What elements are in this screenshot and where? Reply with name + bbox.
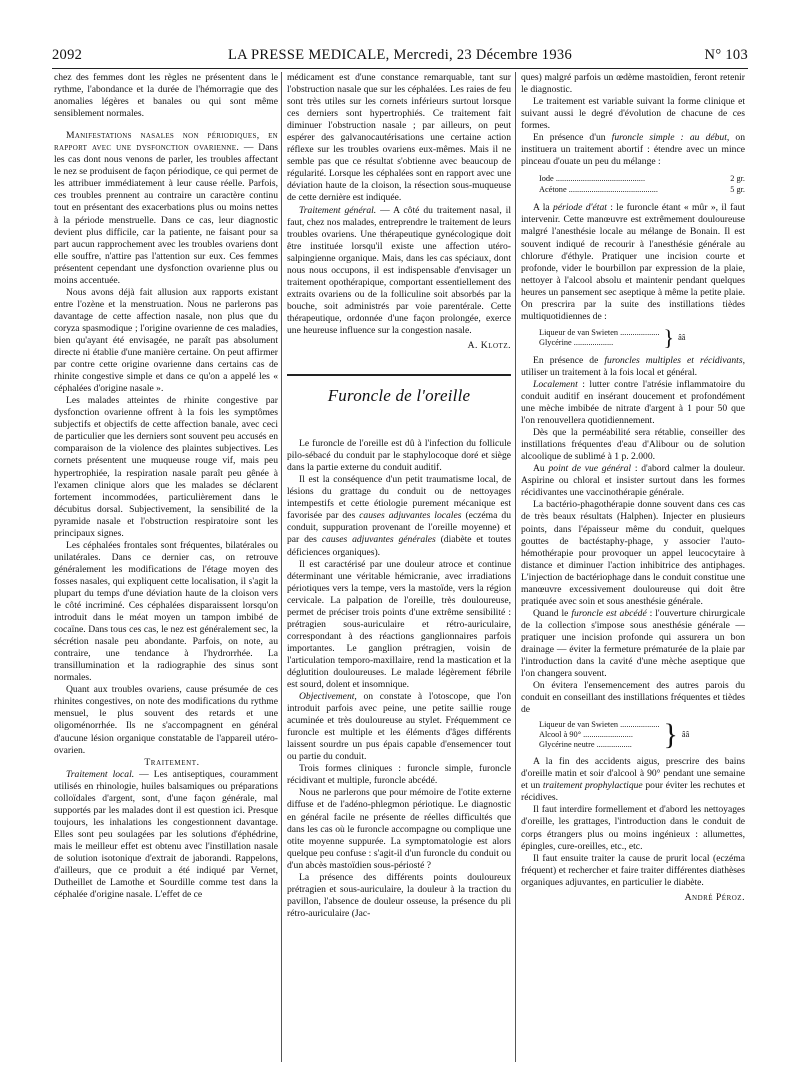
- paragraph-text: A la: [533, 202, 554, 214]
- paragraph: [287, 691, 511, 763]
- lead-phrase: Objectivement: [299, 691, 355, 703]
- paragraph-text: Il est la conséquence d'un petit traumatisme local, de lésions du grattage du conduit ou de nettoyages intempestifs et cette étiologie purement mécanique est favorisée par des: [287, 474, 511, 522]
- ingredient-name: Glycérine neutre .................: [539, 740, 632, 750]
- paragraph: Il faut interdire formellement et d'abord les nettoyages d'oreille, les grattages, l'introduction dans le conduit de corps étrangers plus ou moins ingénieux : allumettes, épingles, cure-oreilles, etc., etc.: [521, 804, 745, 852]
- prescription-item: Acétone ........................................... 5 gr.: [539, 185, 745, 195]
- paragraph: [54, 130, 278, 287]
- paragraph: La bactério-phagothérapie donne souvent dans ces cas de très beaux résultats (Halphen). Injecter en plusieurs points, dans l'épaisseur même du conduit, quelques gouttes de bactéstaphy-phage, y associer l'auto-hémothérapie pour provoquer un appel leucocytaire à distance et diminuer l'action inhibitrice des antiphages. L'injection de bactériophage dans le conduit constitue une manœuvre excessivement douloureuse qui doit être pratiquée avec soin et sous anesthésie générale.: [521, 499, 745, 607]
- paragraph: Les malades atteintes de rhinite congestive par dysfonction ovarienne offrent à la fois les symptômes subjectifs et objectifs de cette affection banale, avec ceci de particulier que les derniers sont souvent peu accusés en comparaison de la violence des plaintes subjectives. Les cornets présentent une muqueuse rouge vif, mais peu hypertrophiée, la respiration nasale paraît peu gênée à l'examen clinique alors que les malades se déclarent fortement incommodées, particulièrement dans le décubitus dorsal. Subjectivement, la sensibilité de la pyramide nasale et l'obstruction respiratoire sont les principaux signes.: [54, 395, 278, 539]
- paragraph-text: Dans les cas dont nous venons de parler, les troubles affectant le nez se produisent de façon périodique, ce qui permet de les attribuer immédiatement à leur cause réelle. Parfois, ces troubles prennent au contraire un caractère continu tout en présentant des exacerbations plus ou moins nettes à la période menstruelle. Dans ce cas, leur diagnostic devient plus difficile, car la patiente, ne faisant pour sa part aucun rapprochement avec les troubles ovariens dont elle souffre, n'attire pas l'attention sur eux. Ces femmes présentent cependant une dysfonction ovarienne plus ou moins accentuée.: [54, 142, 278, 286]
- ingredient-name: Acétone: [539, 185, 567, 195]
- emphasis: période d'état: [553, 202, 607, 214]
- ingredient-qty: 2 gr.: [730, 174, 745, 184]
- paragraph: Dès que la perméabilité sera rétablie, conseiller des instillations fréquentes d'eau d'Alibour ou de solution alcoolique de sublimé à 1 p. 2.000.: [521, 427, 745, 463]
- paragraph: [54, 769, 278, 902]
- paragraph-text: Au: [533, 463, 549, 475]
- prescription-list: [539, 324, 745, 350]
- page-number: 2092: [52, 47, 83, 63]
- emphasis: furoncle est abcédé: [571, 607, 647, 619]
- author-signature: A. Klotz.: [467, 340, 511, 352]
- paragraph-text: : d'abord calmer la douleur. Aspirine ou chloral et insister surtout dans les formes récidivantes une vaccinothérapie générale.: [521, 463, 745, 499]
- paragraph-text: : l'ouverture chirurgicale de la collection s'impose sous anesthésie générale — pratiquer une incision profonde qui assurera un bon drainage — éviter la fermeture prématurée de la plaie par l'introduction dans la cavité d'une mèche aseptique que l'on changera souvent.: [521, 607, 745, 680]
- emphasis: causes adjuvantes locales: [359, 510, 462, 522]
- paragraph-text: En présence d'un: [533, 132, 612, 144]
- paragraph-text: (eczéma du conduit, suppuration provenant de l'oreille moyenne) et par des: [287, 510, 511, 546]
- emphasis: point de vue général: [548, 463, 632, 475]
- paragraph-text: A la fin des accidents aigus, prescrire des bains d'oreille matin et soir d'alcool à 90° pendant une semaine et un: [521, 756, 745, 792]
- paragraph: Nous ne parlerons que pour mémoire de l'otite externe diffuse et de l'adéno-phlegmon périotique. Le diagnostic en général facile ne présente de réelles difficultés que dans les cas où le furoncle accompagne ou complique une otite moyenne suppurée. La symptomatologie est alors quelque peu confuse : s'agit-il d'un furoncle du conduit ou d'un abcès mastoïdien sous-périosté ?: [287, 787, 511, 871]
- ingredient-name: Liqueur de van Swieten ...................: [539, 327, 660, 337]
- paragraph: Trois formes cliniques : furoncle simple, furoncle récidivant et multiple, furoncle abcédé.: [287, 763, 511, 787]
- paragraph: Le furoncle de l'oreille est dû à l'infection du follicule pilo-sébacé du conduit par le staphylocoque doré et siège dans la partie externe du conduit auditif.: [287, 438, 511, 474]
- emphasis: furoncles multiples et récidivants: [604, 354, 743, 366]
- paragraph: Il est caractérisé par une douleur atroce et continue déterminant une véritable hémicranie, avec irradiations périotiques vers la tempe, vers la mastoïde, vers la région cervicale. La palpation de l'oreille, très douloureuse, permet de préciser trois points d'une extrême sensibilité : prétragien sous-auriculaire et rétro-auriculaire, correspondant à des réactions ganglionnaires parfois importantes. Le ganglion prétragien, voisin de l'articulation temporo-maxillaire, rend la mastication et la déglutition douloureuses. Le malade légèrement fébrile est sourd, dolent et insomnique.: [287, 558, 511, 691]
- paragraph: Il faut ensuite traiter la cause de prurit local (eczéma fréquent) et rechercher et faire traiter différentes diathèses organiques adjuvantes, en particulier le diabète.: [521, 852, 745, 888]
- paragraph: chez des femmes dont les règles ne présentent dans le rythme, l'abondance et la durée de l'hémorragie que des anomalies légères et banales ou qui sont même sensiblement normales.: [54, 72, 278, 120]
- journal-title: LA PRESSE MEDICALE, Mercredi, 23 Décembre 1936: [227, 47, 573, 63]
- paragraph: [521, 379, 745, 427]
- paragraph-text: En présence de: [533, 354, 605, 366]
- paragraph: [521, 463, 745, 499]
- lead-phrase: Traitement général.: [299, 204, 377, 216]
- paragraph: On évitera l'ensemencement des autres parois du conduit en conseillant des instillations fréquentes et tièdes de: [521, 680, 745, 716]
- paragraph: Nous avons déjà fait allusion aux rapports existant entre l'ozène et la menstruation. Nous ne parlerons pas davantage de cette affection nasale, non plus que du coryza spasmodique ; l'origine ovarienne de ces maladies, bien qu'ayant été envisagée, ne paraît pas absolument directe ni établie d'une manière certaine. On peut affirmer par contre cette origine ovarienne dans certains cas de rhinite congestive simple et dans ce qu'on a appelé les « céphalées d'origine nasale ».: [54, 286, 278, 395]
- author-signature: André Péroz.: [684, 891, 745, 903]
- paragraph: [521, 608, 745, 680]
- column-divider: [281, 72, 282, 1062]
- lead-phrase: Localement: [533, 378, 578, 390]
- paragraph: [287, 205, 511, 338]
- paragraph-text: : lutter contre l'atrésie inflammatoire du conduit auditif en insérant doucement et profondément une mèche imbibée de nitrate d'argent à 1 pour 50 que l'on renouvellera quotidiennement.: [521, 378, 745, 427]
- emphasis: traitement prophylactique: [542, 780, 643, 792]
- ingredient-name: Alcool à 90° ........................: [539, 730, 633, 740]
- issue-number: N° 103: [704, 47, 748, 63]
- brace-glyph: }: [663, 324, 675, 350]
- paragraph: La présence des différents points douloureux prétragien et sous-auriculaire, la douleur à la traction du pavillon, l'absence de douleur osseuse, la présence du pli rétro-auriculaire (Jac-: [287, 871, 511, 919]
- column-1: [54, 72, 278, 901]
- paragraph: Les céphalées frontales sont fréquentes, bilatérales ou unilatérales. Dans ce dernier cas, on retrouve généralement les modifications de l'étage moyen des fosses nasales, qui expliquent cette localisation, il s'agit la plupart du temps d'une déviation haute de la cloison vers le côté incriminé. Ces céphalées disparaissent lorsqu'on introduit dans le méat moyen un tampon imbibé de cocaïne. Dans tous ces cas, le nez est généralement sec, la sécrétion nasale peu abondante. Parfois, on note, au contraire, une tendance à l'hydrorrhée. La transillumination et la radiographie des sinus sont normales.: [54, 539, 278, 684]
- emphasis: causes adjuvantes générales: [321, 534, 436, 546]
- paragraph: Le traitement est variable suivant la forme clinique et suivant aussi le degré d'évolution de chacune de ces formes.: [521, 96, 745, 132]
- ingredient-name: Glycérine ...................: [539, 337, 614, 347]
- column-divider: [515, 72, 516, 1062]
- paragraph: [521, 756, 745, 804]
- page-header: [52, 47, 748, 67]
- ingredient-qty: ââ: [678, 332, 686, 342]
- ingredient-name: Iode: [539, 174, 554, 184]
- header-rule: [52, 68, 748, 69]
- column-3: [521, 72, 745, 904]
- paragraph: [521, 202, 745, 322]
- paragraph: [287, 474, 511, 558]
- paragraph-text: , on constate à l'otoscope, que l'on introduit parfois avec peine, une petite saillie rouge acuminée et très douloureuse au stylet. Fréquemment ce furoncle est multiple et les éléments d'âges différents laissent sourdre un pus épais capable d'ensemencer tout ou partie du conduit.: [287, 691, 511, 763]
- lead-phrase: Traitement local.: [66, 768, 135, 780]
- paragraph-text: Quand le: [533, 607, 572, 619]
- prescription-list: [539, 173, 745, 195]
- column-2: [287, 72, 511, 920]
- prescription-item: Iode ........................................... 2 gr.: [539, 174, 745, 184]
- paragraph: Quant aux troubles ovariens, cause présumée de ces rhinites congestives, on note des modifications du rythme mensuel, le plus souvent des retards et une oligoménorrhée. Ils ne s'accompagnent en général d'aucune lésion organique constatable de l'appareil utéro-ovarien.: [54, 684, 278, 756]
- prescription-list: [539, 720, 745, 750]
- paragraph-text: , utiliser un traitement à la fois local et général.: [521, 354, 745, 378]
- article-title: Furoncle de l'oreille: [327, 386, 471, 406]
- ingredient-name: Liqueur de van Swieten ...................: [539, 720, 660, 730]
- paragraph-text: , on instituera un traitement abortif : étendre avec un mince pinceau d'ouate un peu du mélange :: [521, 132, 745, 168]
- article-title-block: [287, 374, 511, 438]
- paragraph-text: : le furoncle étant « mûr », il faut intervenir. Cette manœuvre est extrêmement douloureuse malgré l'anesthésie locale au mélange de Bonain. Il est souvent indiqué de recourir à l'anesthésie générale au chlorure d'éthyle. Pratiquer une incision courte et profonde, vider le bourbillon par expression de la plaie, nettoyer à l'alcool absolu et maintenir pendant quelques heures un pansement sec aseptique à même la petite plaie. On prescrira par la suite des instillations tièdes multiquotidiennes de :: [521, 202, 745, 322]
- paragraph-text: — A côté du traitement nasal, il faut, chez nos malades, entreprendre le traitement de leurs troubles ovariens. Une thérapeutique gynécologique doit être instituée lorsqu'il existe une affection utéro-salpingienne organique. Mais, dans les cas spéciaux, dont nous nous occupons, il est indispensable d'envisager un traitement opothérapique, comportant essentiellement des extraits ovariens ou de la folliculine soit absorbés par la bouche, soit administrés par voie parentérale. Cette thérapeutique, ordonnée d'une façon prolongée, exerce une heureuse influence sur la congestion nasale.: [287, 204, 511, 336]
- section-heading: Manifestations nasales non périodiques, en rapport avec une dysfonction ovarienne. —: [54, 130, 278, 154]
- paragraph-text: — Les antiseptiques, couramment utilisés en rhinologie, huiles balsamiques ou préparations colloïdales d'argent, sont, d'une façon générale, mal supportés par les malades dont il est question ici. Presque toujours, les inhalations les congestionnent davantage. Elles sont peu soulagées par les solutions d'éphédrine, mais le meilleur effet est obtenu avec l'instillation nasale de solution isotonique d'extrait de jaborandi. Rappelons, d'ailleurs, que ce produit a été indiqué par Vernet, Dutheillet de Lamothe et Sourdille comme test dans la céphalée d'origine nasale. L'effet de ce: [54, 768, 278, 901]
- paragraph: ques) malgré parfois un œdème mastoïdien, feront retenir le diagnostic.: [521, 72, 745, 96]
- paragraph: [521, 132, 745, 168]
- paragraph-text: pour éviter les rechutes et récidives.: [521, 780, 745, 804]
- section-heading: Traitement.: [144, 756, 200, 768]
- ingredient-qty: 5 gr.: [730, 185, 745, 195]
- paragraph: médicament est d'une constance remarquable, tant sur l'obstruction nasale que sur les céphalées. Les raies de feu sont très utiles sur les cornets inférieurs surtout lorsque ces derniers sont hypertrophiés. Ce traitement fait diminuer l'obstruction nasale ; par ailleurs, on peut espérer des galvanocautérisations une certaine action réflexe sur les troubles ovariens eux-mêmes. Mais il ne semble pas que ce résultat s'obtienne avec beaucoup de régularité. Lorsque les céphalées sont en rapport avec une déviation haute de la cloison, la résection sous-muqueuse de cette dernière est indiquée.: [287, 72, 511, 204]
- paragraph: [521, 355, 745, 379]
- emphasis: furoncle simple : au début: [611, 132, 727, 144]
- ingredient-qty: ââ: [681, 730, 690, 740]
- brace-glyph: }: [663, 718, 678, 752]
- paragraph-text: (diabète et toutes déficiences organiques).: [287, 534, 511, 558]
